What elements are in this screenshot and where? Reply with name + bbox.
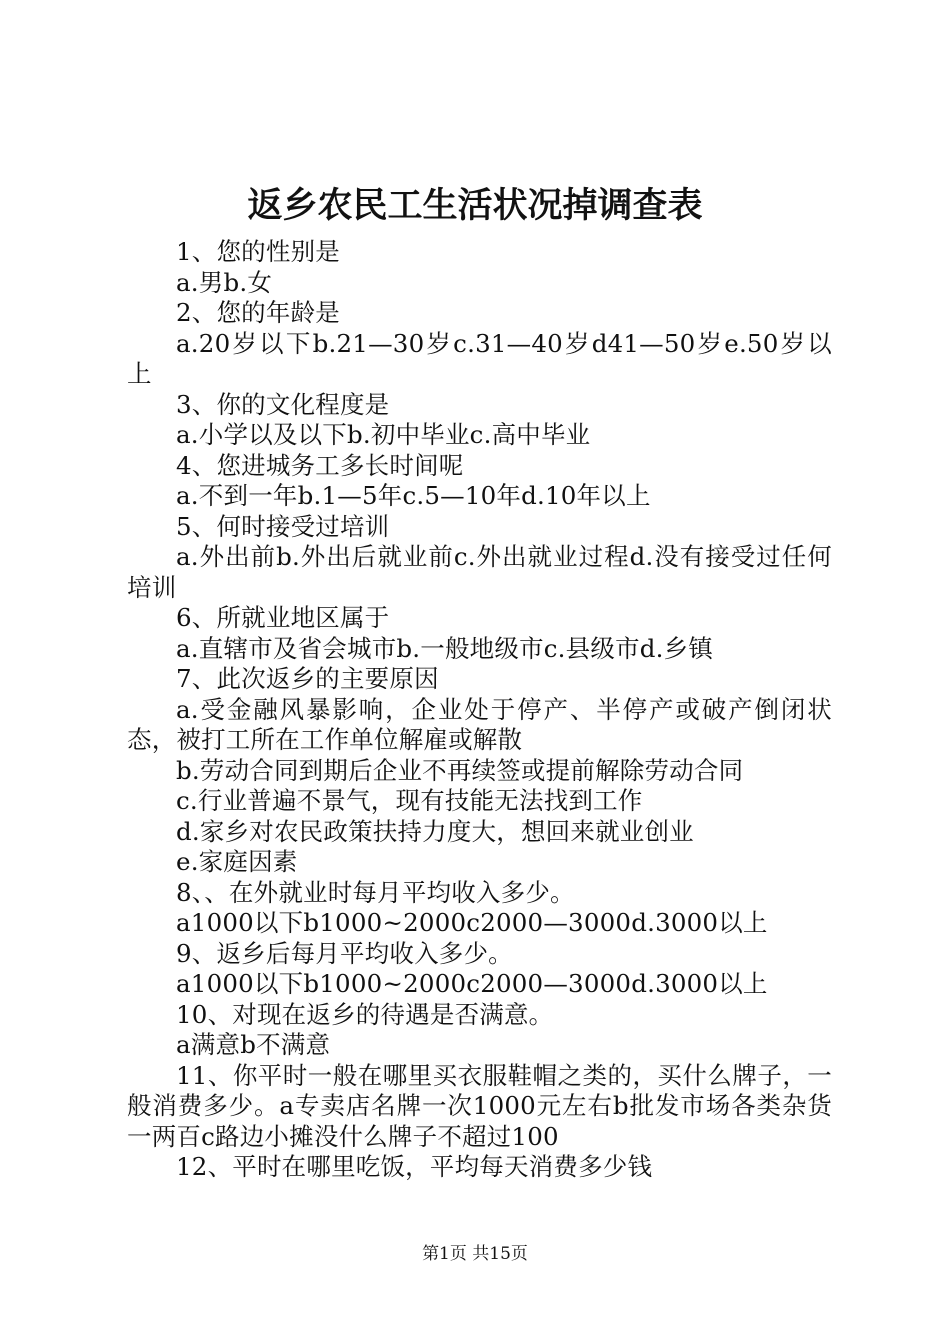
answer-options-8: a1000以下b1000~2000c2000—3000d.3000以上: [176, 908, 768, 937]
page-footer: 第1页 共15页: [422, 1244, 528, 1264]
document-body: [127, 237, 832, 1183]
question-2: 2、您的年龄是: [176, 298, 340, 327]
question-5: 5、何时接受过培训: [176, 511, 390, 541]
answer-option-7c: c.行业普遍不景气，现有技能无法找到工作: [176, 786, 643, 815]
question-1: 1、您的性别是: [176, 237, 340, 266]
answer-options-5: a.外出前b.外出后就业前c.外出就业过程d.没有接受过任何培训: [127, 542, 832, 602]
question-3: 3、你的文化程度是: [176, 389, 390, 419]
answer-options-6: a.直辖市及省会城市b.一般地级市c.县级市d.乡镇: [176, 633, 714, 663]
answer-options-9: a1000以下b1000~2000c2000—3000d.3000以上: [176, 969, 768, 998]
document-title: 返乡农民工生活状况掉调查表: [247, 185, 703, 226]
answer-options-3: a.小学以及以下b.初中毕业c.高中毕业: [176, 420, 591, 449]
answer-option-7d: d.家乡对农民政策扶持力度大，想回来就业创业: [176, 816, 694, 846]
question-10: 10、对现在返乡的待遇是否满意。: [176, 999, 554, 1029]
answer-options-2: a.20岁以下b.21—30岁c.31—40岁d41—50岁e.50岁以上: [127, 328, 832, 388]
answer-options-4: a.不到一年b.1—5年c.5—10年d.10年以上: [176, 481, 651, 510]
answer-options-1: a.男b.女: [176, 267, 273, 297]
answer-option-7e: e.家庭因素: [176, 847, 298, 876]
question-9: 9、返乡后每月平均收入多少。: [176, 938, 513, 968]
answer-options-10: a满意b不满意: [176, 1030, 331, 1059]
question-6: 6、所就业地区属于: [176, 603, 390, 632]
answer-option-7a: a.受金融风暴影响，企业处于停产、半停产或破产倒闭状态，被打工所在工作单位解雇或解散: [127, 694, 832, 754]
answer-option-7b: b.劳动合同到期后企业不再续签或提前解除劳动合同: [176, 755, 744, 785]
question-8: 8、、在外就业时每月平均收入多少。: [176, 877, 575, 907]
question-11: 11、你平时一般在哪里买衣服鞋帽之类的，买什么牌子，一般消费多少。a专卖店名牌一次1000元左右b批发市场各类杂货一两百c路边小摊没什么牌子不超过100: [127, 1060, 832, 1151]
question-7: 7、此次返乡的主要原因: [176, 664, 439, 693]
question-12: 12、平时在哪里吃饭，平均每天消费多少钱: [176, 1152, 653, 1181]
question-4: 4、您进城务工多长时间呢: [176, 450, 464, 480]
